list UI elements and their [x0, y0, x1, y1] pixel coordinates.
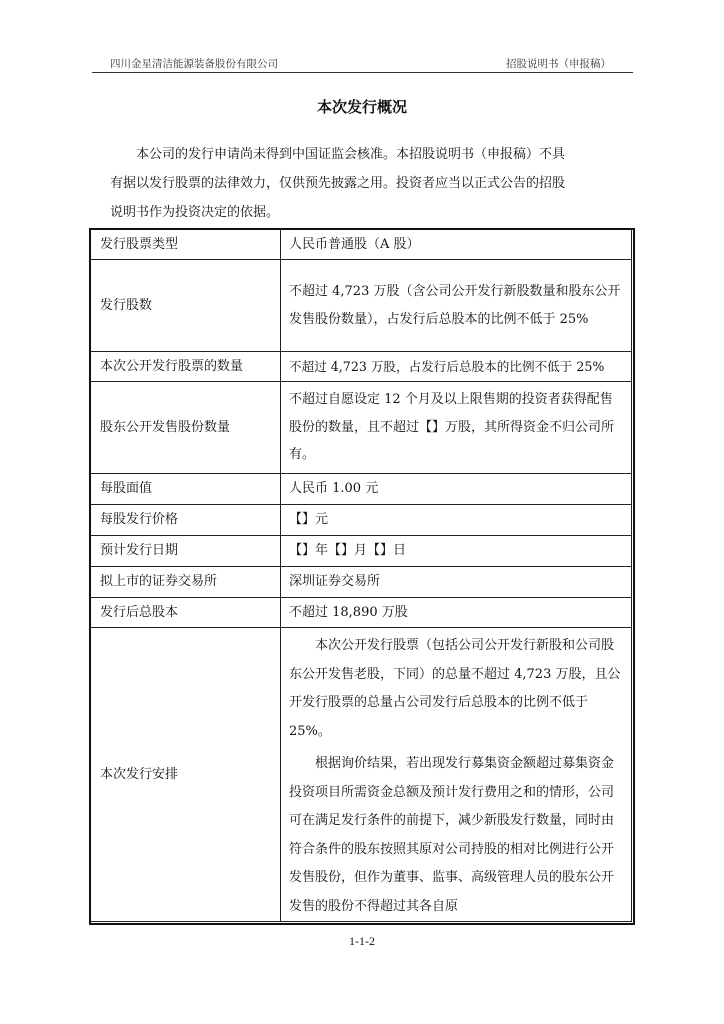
row-key: 本次公开发行股票的数量	[91, 352, 281, 382]
row-value: 不超过 18,890 万股	[281, 598, 632, 628]
row-value: 【】元	[281, 505, 632, 536]
table-row	[91, 567, 632, 598]
row-key: 发行股数	[91, 260, 281, 352]
row-value: 人民币普通股（A 股）	[281, 230, 632, 260]
row-value: 人民币 1.00 元	[281, 474, 632, 505]
arrangement-paragraph-1: 本次公开发行股票（包括公司公开发行新股和公司股东公开发售老股，下同）的总量不超过 4,723 万股，且公开发行股票的总量占公司发行后总股本的比例不低于 25%。	[289, 638, 621, 739]
row-key: 预计发行日期	[91, 536, 281, 567]
intro-paragraph	[110, 140, 630, 227]
row-key: 股东公开发售股份数量	[91, 382, 281, 474]
table-row	[91, 628, 632, 922]
table-row	[91, 505, 632, 536]
row-value	[281, 628, 632, 922]
intro-line-3: 说明书作为投资决定的依据。	[110, 205, 280, 220]
row-key: 发行股票类型	[91, 230, 281, 260]
header-doc-type: 招股说明书（申报稿）	[506, 58, 611, 70]
page-title: 本次发行概况	[316, 98, 407, 116]
arrangement-paragraph-2: 根据询价结果，若出现发行募集资金额超过募集资金投资项目所需资金总额及预计发行费用之和的情形，公司可在满足发行条件的前提下，减少新股发行数量，同时由符合条件的股东按照其原对公司持股的相对比例进行公开发售股份，但作为董事、监事、高级管理人员的股东公开发售的股份不得超过其各自原	[289, 756, 615, 914]
table-row	[91, 230, 632, 260]
header-company: 四川金星清洁能源装备股份有限公司	[110, 58, 278, 70]
table-row	[91, 536, 632, 567]
row-key: 每股发行价格	[91, 505, 281, 536]
table-row	[91, 260, 632, 352]
row-value: 深圳证券交易所	[281, 567, 632, 598]
row-key: 发行后总股本	[91, 598, 281, 628]
row-value: 不超过自愿设定 12 个月及以上限售期的投资者获得配售股份的数量，且不超过【】万股，其所得资金不归公司所有。	[281, 382, 632, 474]
table-row	[91, 352, 632, 382]
table-row	[91, 474, 632, 505]
page-header	[92, 56, 633, 73]
row-value: 不超过 4,723 万股，占发行后总股本的比例不低于 25%	[281, 352, 632, 382]
row-value: 【】年【】月【】日	[281, 536, 632, 567]
row-key: 每股面值	[91, 474, 281, 505]
row-value: 不超过 4,723 万股（含公司公开发行新股数量和股东公开发售股份数量），占发行后总股本的比例不低于 25%	[281, 260, 632, 352]
intro-line-1: 本公司的发行申请尚未得到中国证监会核准。本招股说明书（申报稿）不具	[136, 147, 566, 162]
intro-line-2: 有据以发行股票的法律效力，仅供预先披露之用。投资者应当以正式公告的招股	[110, 176, 566, 191]
row-key: 拟上市的证券交易所	[91, 567, 281, 598]
table-row	[91, 382, 632, 474]
offering-overview-table	[90, 229, 632, 922]
table-row	[91, 598, 632, 628]
row-key: 本次发行安排	[91, 628, 281, 922]
page-number: 1-1-2	[349, 934, 375, 948]
